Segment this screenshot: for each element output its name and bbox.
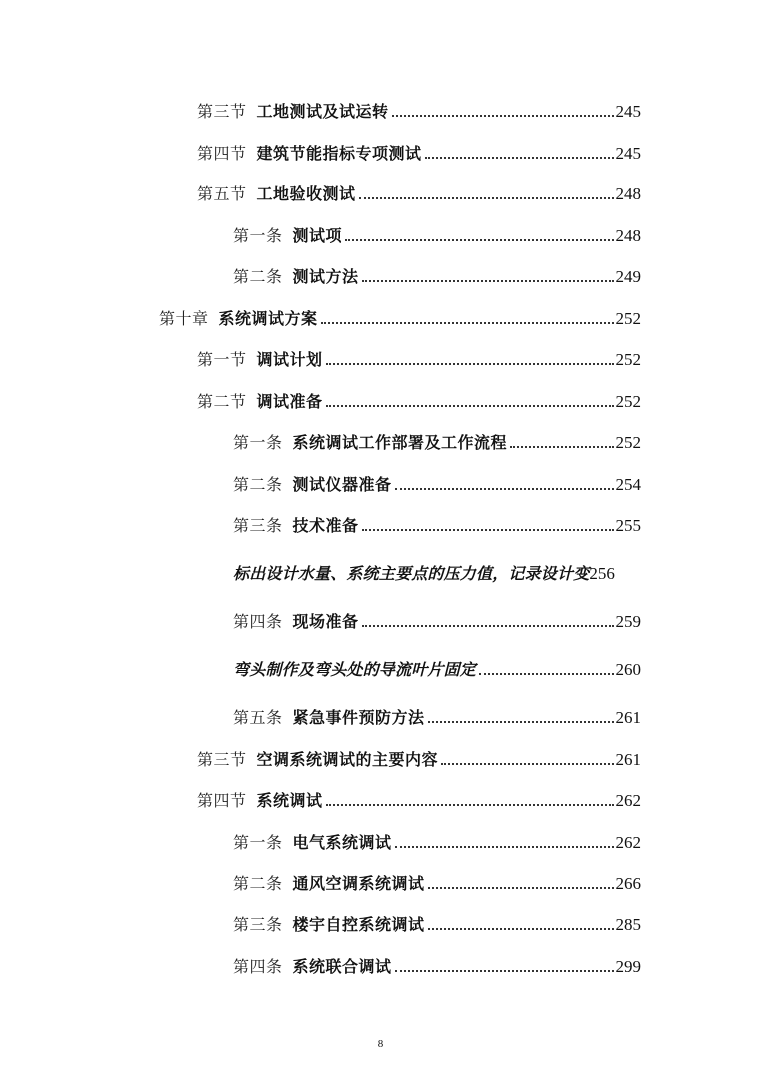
toc-entry-page: 285: [615, 915, 641, 934]
toc-entry-title: 测试项: [292, 226, 343, 245]
toc-entry-article[interactable]: [233, 953, 641, 977]
toc-entry-article[interactable]: [233, 512, 641, 536]
toc-entry-title: 系统调试工作部署及工作流程: [292, 433, 508, 452]
toc-dot-leader: [362, 280, 614, 282]
toc-dot-leader: [395, 846, 614, 848]
toc-entry-title: 技术准备: [292, 516, 359, 535]
toc-entry-section[interactable]: [197, 140, 641, 164]
toc-entry-page: 252: [615, 433, 641, 452]
toc-entry-chapter[interactable]: [159, 305, 641, 329]
toc-entry-title: 工地验收测试: [256, 184, 356, 203]
toc-dot-leader: [326, 405, 614, 407]
toc-entry-page: 259: [615, 612, 641, 631]
toc-entry-label: 第四节: [197, 791, 247, 810]
toc-entry-section[interactable]: [197, 787, 641, 811]
toc-entry-page: 245: [615, 144, 641, 163]
toc-entry-label: 第五条: [233, 708, 283, 727]
toc-dot-leader: [321, 322, 614, 324]
toc-entry-article[interactable]: [233, 608, 641, 632]
toc-entry-title: 电气系统调试: [292, 833, 392, 852]
toc-entry-page: 261: [615, 708, 641, 727]
toc-entry-label: 第一节: [197, 350, 247, 369]
toc-entry-article[interactable]: [233, 911, 641, 935]
toc-dot-leader: [428, 887, 614, 889]
toc-entry-label: 第四条: [233, 957, 283, 976]
toc-entry-label: 第一条: [233, 833, 283, 852]
toc-entry-label: 第四条: [233, 612, 283, 631]
toc-dot-leader: [428, 928, 614, 930]
toc-entry-label: 第二条: [233, 874, 283, 893]
toc-entry-title: 建筑节能指标专项测试: [256, 144, 422, 163]
toc-entry-page: 245: [615, 102, 641, 121]
toc-entry-heading[interactable]: [233, 560, 673, 584]
toc-dot-leader: [441, 763, 613, 765]
toc-entry-section[interactable]: [197, 98, 641, 122]
toc-entry-section[interactable]: [197, 346, 641, 370]
toc-entry-title: 系统调试方案: [218, 309, 318, 328]
toc-entry-page: 249: [615, 267, 641, 286]
toc-entry-section[interactable]: [197, 746, 641, 770]
toc-entry-page: 254: [615, 475, 641, 494]
toc-entry-article[interactable]: [233, 870, 641, 894]
toc-entry-section[interactable]: [197, 180, 641, 204]
toc-dot-leader: [345, 239, 613, 241]
toc-entry-title: 工地测试及试运转: [256, 102, 389, 121]
toc-dot-leader: [425, 157, 614, 159]
page-number: 8: [377, 1038, 384, 1050]
toc-dot-leader: [510, 446, 613, 448]
toc-dot-leader: [392, 115, 614, 117]
toc-entry-label: 第二节: [197, 392, 247, 411]
toc-entry-page: 260: [615, 660, 641, 679]
toc-entry-article[interactable]: [233, 829, 641, 853]
toc-entry-label: 第三条: [233, 915, 283, 934]
toc-entry-article[interactable]: [233, 704, 641, 728]
toc-entry-title: 测试方法: [292, 267, 359, 286]
toc-entry-title: 通风空调系统调试: [292, 874, 425, 893]
toc-entry-title: 空调系统调试的主要内容: [256, 750, 439, 769]
toc-entry-page: 299: [615, 957, 641, 976]
toc-entry-label: 第十章: [159, 309, 209, 328]
toc-entry-page: 248: [615, 226, 641, 245]
toc-entry-article[interactable]: [233, 263, 641, 287]
toc-entry-title: 现场准备: [292, 612, 359, 631]
toc-dot-leader: [362, 529, 614, 531]
toc-entry-page: 262: [615, 791, 641, 810]
toc-entry-page: 248: [615, 184, 641, 203]
toc-entry-article[interactable]: [233, 471, 641, 495]
toc-entry-label: 第三条: [233, 516, 283, 535]
toc-entry-title: 系统联合调试: [292, 957, 392, 976]
toc-entry-heading[interactable]: [233, 656, 641, 680]
toc-entry-page: 255: [615, 516, 641, 535]
toc-entry-page: 262: [615, 833, 641, 852]
toc-entry-title: 标出设计水量、系统主要点的压力值，记录设计变: [233, 564, 590, 583]
toc-entry-section[interactable]: [197, 388, 641, 412]
toc-entry-label: 第四节: [197, 144, 247, 163]
toc-dot-leader: [395, 970, 614, 972]
toc-entry-label: 第二条: [233, 475, 283, 494]
toc-entry-title: 紧急事件预防方法: [292, 708, 425, 727]
toc-entry-page: 256: [589, 564, 615, 583]
toc-dot-leader: [395, 488, 614, 490]
toc-dot-leader: [479, 673, 613, 675]
toc-entry-title: 楼宇自控系统调试: [292, 915, 425, 934]
toc-dot-leader: [362, 625, 614, 627]
toc-entry-label: 第二条: [233, 267, 283, 286]
toc-dot-leader: [359, 197, 614, 199]
toc-dot-leader: [326, 804, 614, 806]
toc-entry-label: 第一条: [233, 226, 283, 245]
toc-entry-article[interactable]: [233, 429, 641, 453]
toc-entry-label: 第三节: [197, 750, 247, 769]
toc-entry-page: 261: [615, 750, 641, 769]
toc-entry-page: 266: [615, 874, 641, 893]
toc-entry-title: 测试仪器准备: [292, 475, 392, 494]
toc-entry-page: 252: [615, 392, 641, 411]
toc-entry-page: 252: [615, 309, 641, 328]
toc-entry-title: 弯头制作及弯头处的导流叶片固定: [233, 660, 477, 679]
toc-entry-title: 系统调试: [256, 791, 323, 810]
toc-entry-page: 252: [615, 350, 641, 369]
toc-entry-article[interactable]: [233, 222, 641, 246]
toc-entry-label: 第五节: [197, 184, 247, 203]
toc-entry-label: 第三节: [197, 102, 247, 121]
toc-entry-title: 调试准备: [256, 392, 323, 411]
toc-dot-leader: [326, 363, 614, 365]
toc-dot-leader: [428, 721, 614, 723]
toc-entry-title: 调试计划: [256, 350, 323, 369]
toc-entry-label: 第一条: [233, 433, 283, 452]
